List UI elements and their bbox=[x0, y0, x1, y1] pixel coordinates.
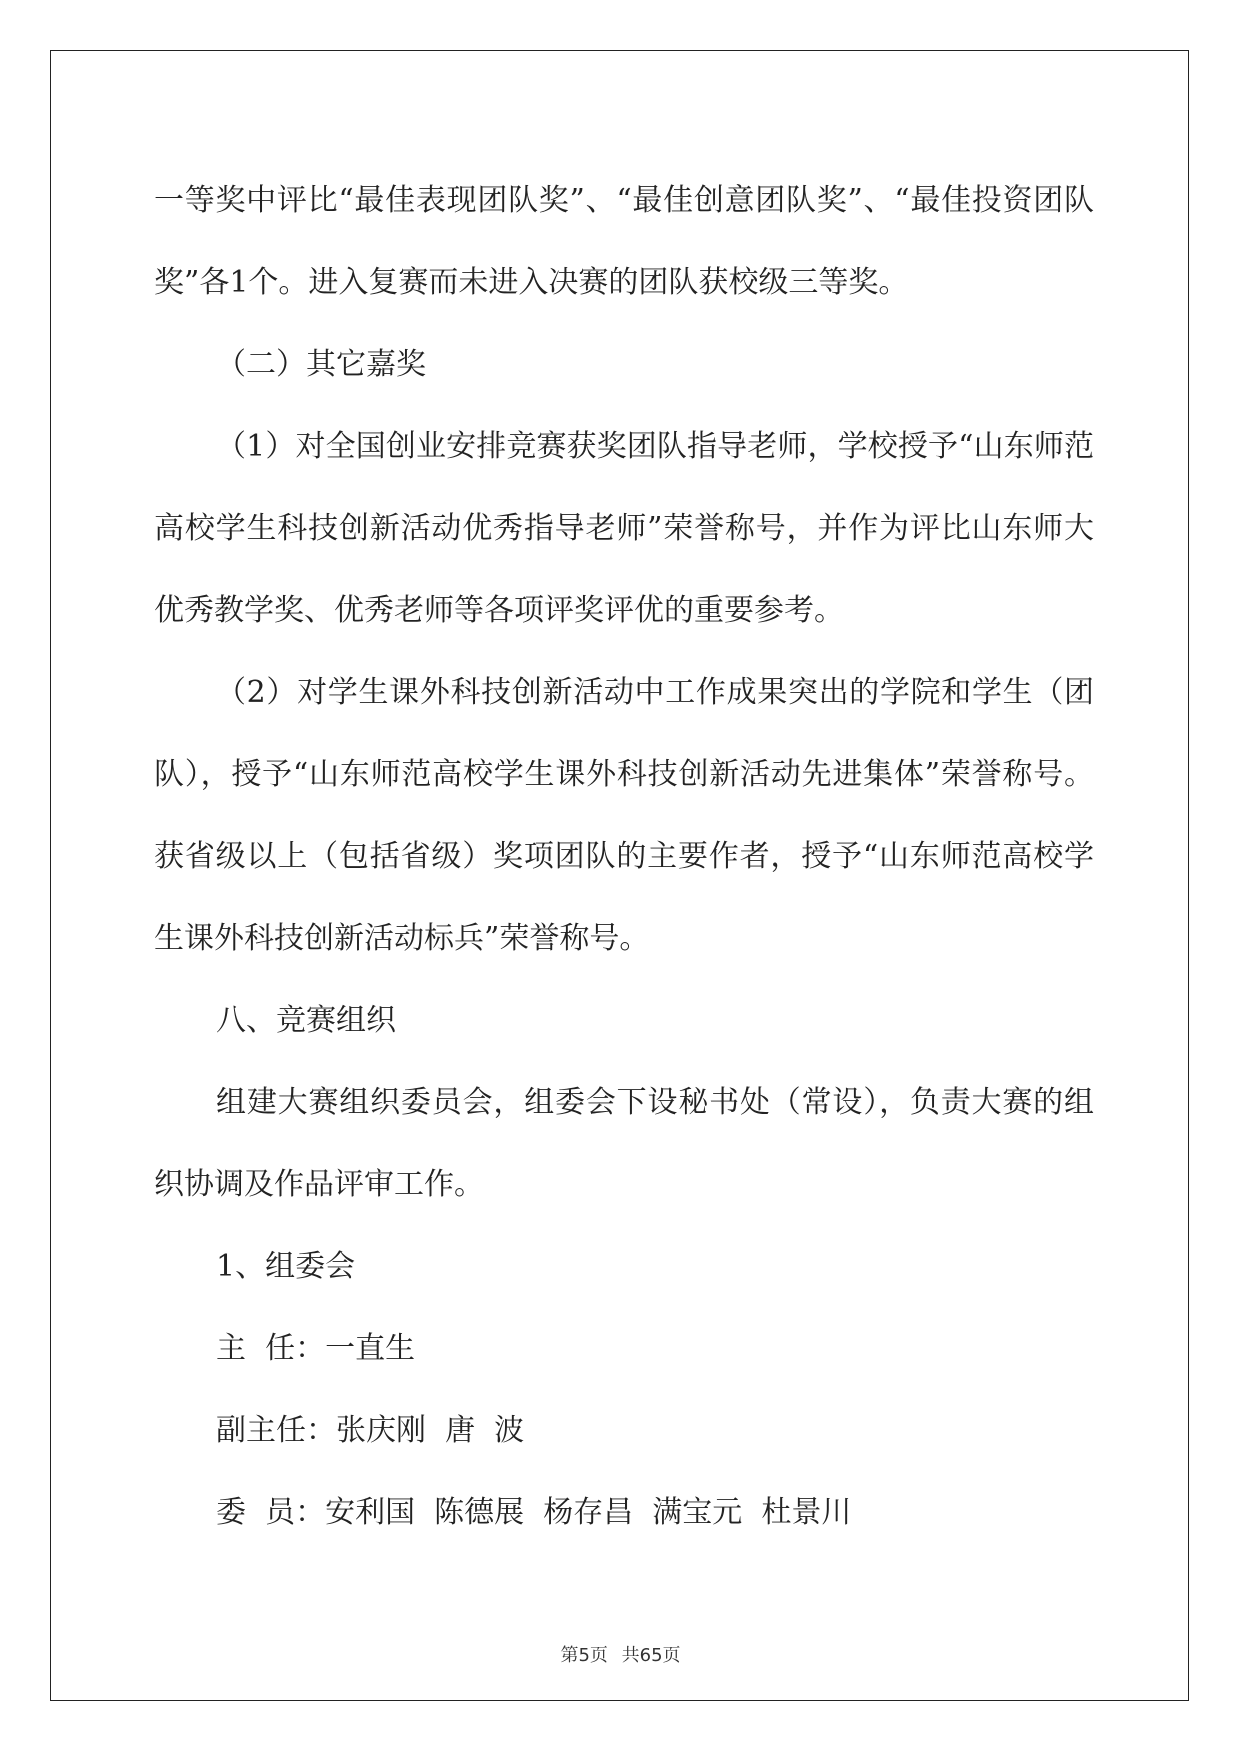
committee-director: 主 任：一直生 bbox=[216, 1331, 416, 1366]
total-pages: 共65页 bbox=[621, 1645, 681, 1666]
document-body bbox=[154, 160, 1094, 1554]
paragraph-organization-committee: 组建大赛组织委员会，组委会下设秘书处（常设），负责大赛的组织协调及作品评审工作。 bbox=[154, 1085, 1094, 1202]
paragraph-award-students: （2）对学生课外科技创新活动中工作成果突出的学院和学生（团队），授予“山东师范高校学生课外科技创新活动先进集体”荣誉称号。获省级以上（包括省级）奖项团队的主要作者，授予“山东师范高校学生课外科技创新活动标兵”荣誉称号。 bbox=[154, 675, 1094, 956]
paragraph-award-teachers: （1）对全国创业安排竞赛获奖团队指导老师，学校授予“山东师范高校学生科技创新活动优秀指导老师”荣誉称号，并作为评比山东师大优秀教学奖、优秀老师等各项评奖评优的重要参考。 bbox=[154, 429, 1094, 628]
committee-members: 委 员：安利国 陈德展 杨存昌 满宝元 杜景川 bbox=[216, 1495, 852, 1530]
page-footer bbox=[0, 1641, 1241, 1667]
heading-competition-organization: 八、竞赛组织 bbox=[216, 1003, 396, 1038]
heading-committee: 1、组委会 bbox=[216, 1249, 356, 1284]
committee-deputy-director: 副主任：张庆刚 唐 波 bbox=[216, 1413, 525, 1448]
paragraph-awards-first-prize: 一等奖中评比“最佳表现团队奖”、“最佳创意团队奖”、“最佳投资团队奖”各1个。进入复赛而未进入决赛的团队获校级三等奖。 bbox=[154, 183, 1094, 300]
heading-other-awards: （二）其它嘉奖 bbox=[216, 347, 426, 382]
current-page-number: 第5页 bbox=[560, 1645, 608, 1666]
